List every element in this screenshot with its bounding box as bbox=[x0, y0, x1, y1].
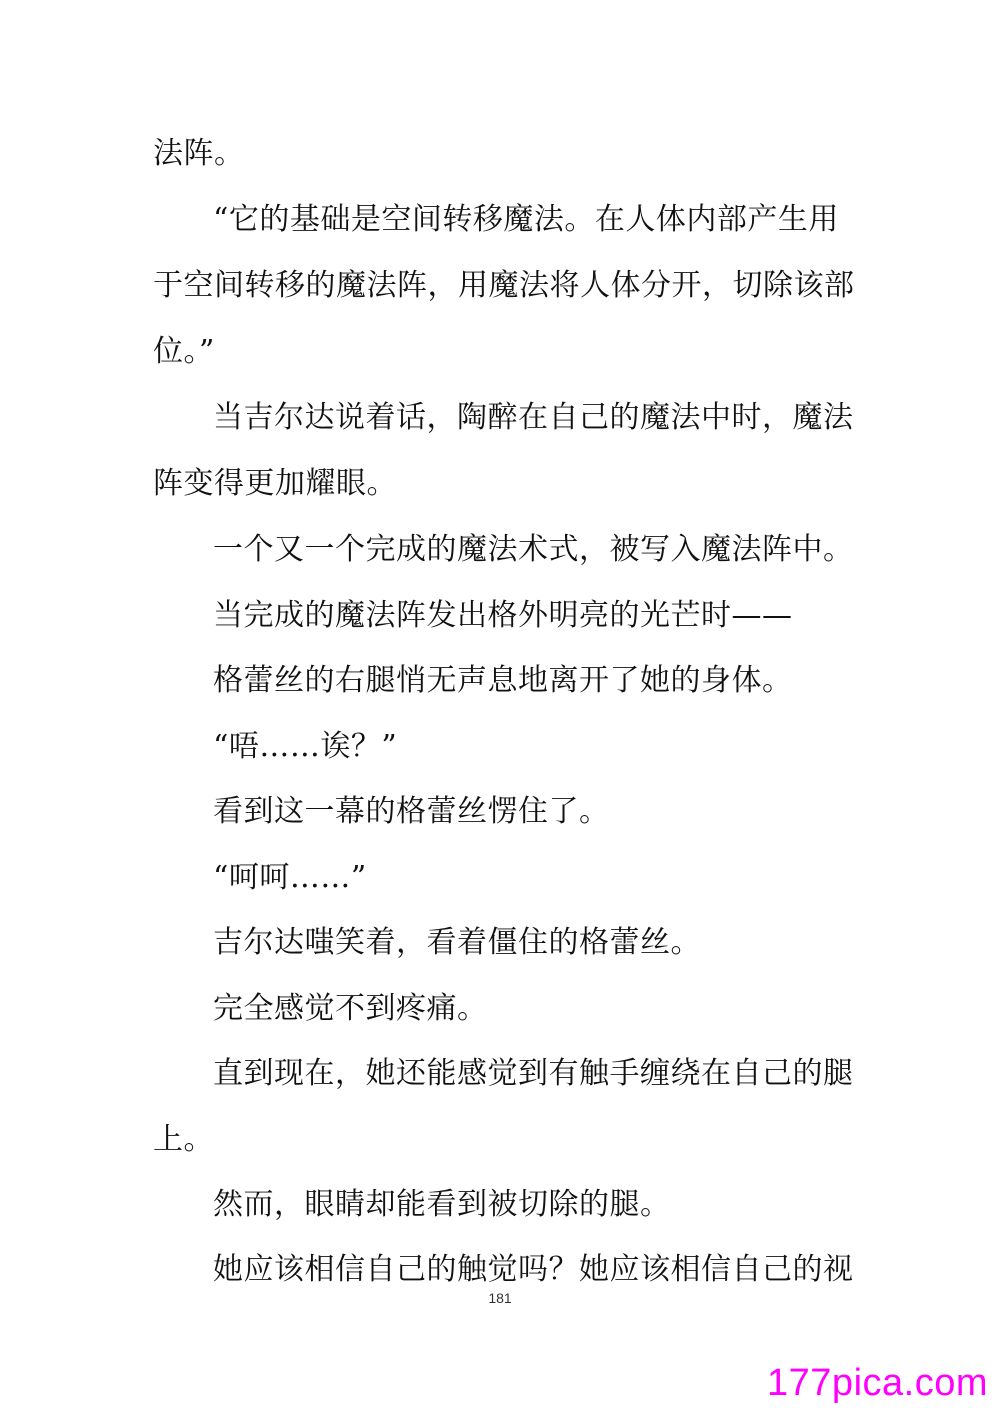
text-line: 格蕾丝的右腿悄无声息地离开了她的身体。 bbox=[213, 663, 793, 698]
text-line: 一个又一个完成的魔法术式，被写入魔法阵中。 bbox=[213, 532, 854, 567]
page-number: 181 bbox=[488, 1290, 512, 1306]
text-line: 吉尔达嗤笑着，看着僵住的格蕾丝。 bbox=[213, 925, 701, 960]
text-line: 于空间转移的魔法阵，用魔法将人体分开，切除该部 bbox=[153, 268, 855, 303]
text-line: “唔……诶？” bbox=[213, 729, 398, 764]
text-line: “呵呵……” bbox=[213, 860, 367, 895]
watermark: 177pica.com bbox=[767, 1362, 988, 1404]
text-line: 看到这一幕的格蕾丝愣住了。 bbox=[213, 794, 610, 829]
text-line: 当完成的魔法阵发出格外明亮的光芒时—— bbox=[213, 598, 793, 633]
text-line: 法阵。 bbox=[153, 136, 245, 171]
text-line: 她应该相信自己的触觉吗？她应该相信自己的视 bbox=[213, 1252, 854, 1287]
text-line: 位。” bbox=[153, 334, 215, 369]
text-line: 完全感觉不到疼痛。 bbox=[213, 991, 488, 1026]
text-line: 然而，眼睛却能看到被切除的腿。 bbox=[213, 1187, 671, 1222]
text-line: “它的基础是空间转移魔法。在人体内部产生用 bbox=[213, 202, 839, 237]
text-line: 上。 bbox=[153, 1122, 214, 1157]
text-line: 当吉尔达说着话，陶醉在自己的魔法中时，魔法 bbox=[213, 400, 854, 435]
text-line: 直到现在，她还能感觉到有触手缠绕在自己的腿 bbox=[213, 1056, 854, 1091]
text-line: 阵变得更加耀眼。 bbox=[153, 466, 397, 501]
